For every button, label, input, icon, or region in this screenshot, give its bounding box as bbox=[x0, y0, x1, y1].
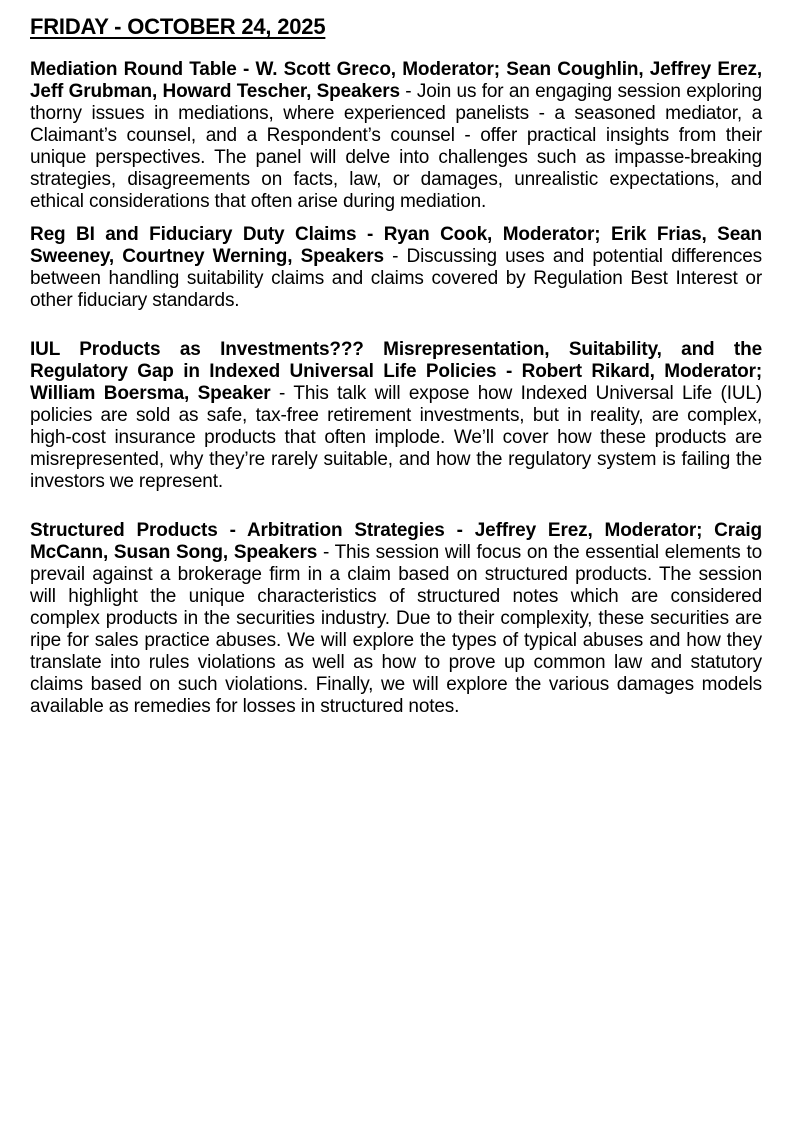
session-description: - Join us for an engaging session exploring thorny issues in mediations, where experienced panelists - a seasoned mediator, a Claimant’s counsel, and a Respondent’s counsel - offer practical insights from their unique perspectives. The panel will delve into challenges such as impasse-breaking strategies, disagreements on facts, law, or damages, unrealistic expectations, and ethical considerations that often arise during mediation. bbox=[30, 81, 762, 212]
session-description: - This talk will expose how Indexed Universal Life (IUL) policies are sold as safe, tax-free retirement investments, but in reality, are complex, high-cost insurance products that often implode. We’ll cover how these products are misrepresented, why they’re rarely suitable, and how the regulatory system is failing the investors we represent. bbox=[30, 383, 762, 492]
session-structured-products bbox=[30, 520, 762, 718]
session-title: Reg BI and Fiduciary Duty Claims - Ryan Cook, Moderator; Erik Frias, Sean Sweeney, Courtney Werning, Speakers bbox=[30, 224, 762, 267]
session-iul-products bbox=[30, 339, 762, 493]
session-description: - Discussing uses and potential differences between handling suitability claims and claims covered by Regulation Best Interest or other fiduciary standards. bbox=[30, 246, 763, 311]
day-heading: FRIDAY - OCTOBER 24, 2025 bbox=[30, 14, 326, 39]
session-mediation-round-table bbox=[30, 59, 762, 213]
session-title: Mediation Round Table - W. Scott Greco, Moderator; Sean Coughlin, Jeffrey Erez, Jeff Grubman, Howard Tescher, Speakers bbox=[30, 59, 762, 102]
session-title: Structured Products - Arbitration Strategies - Jeffrey Erez, Moderator; Craig McCann, Susan Song, Speakers bbox=[30, 520, 762, 563]
document-page bbox=[30, 12, 762, 718]
session-title: IUL Products as Investments??? Misrepresentation, Suitability, and the Regulatory Gap in Indexed Universal Life Policies - Robert Rikard, Moderator; William Boersma, Speaker bbox=[30, 339, 762, 404]
session-description: - This session will focus on the essential elements to prevail against a brokerage firm in a claim based on structured products. The session will highlight the unique characteristics of structured notes which are considered complex products in the securities industry. Due to their complexity, these securities are ripe for sales practice abuses. We will explore the types of typical abuses and how they translate into rules violations as well as how to prove up common law and statutory claims based on such violations. Finally, we will explore the various damages models available as remedies for losses in structured notes. bbox=[30, 542, 762, 717]
session-reg-bi-fiduciary bbox=[30, 224, 762, 312]
